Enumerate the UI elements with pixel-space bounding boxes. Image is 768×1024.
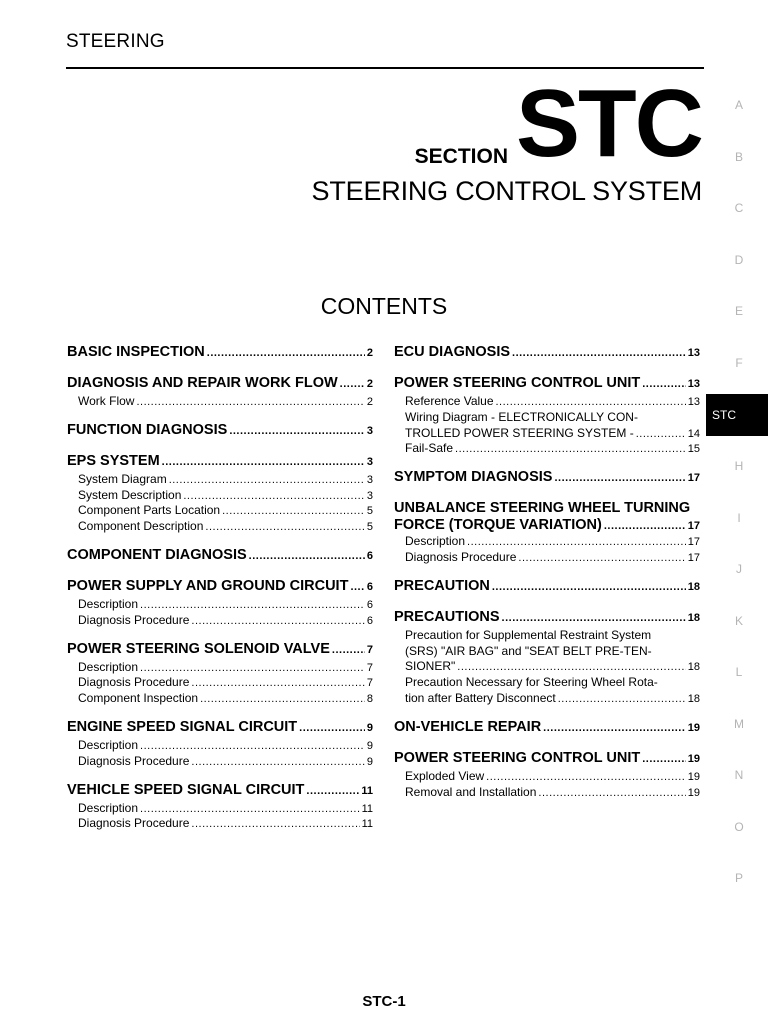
- toc-page-number: 18: [687, 580, 700, 593]
- header-rule: [66, 67, 704, 69]
- toc-leader-dots: [496, 396, 686, 408]
- toc-page-number: 17: [687, 551, 700, 564]
- toc-subentry[interactable]: [67, 613, 373, 629]
- toc-leader-dots: [455, 443, 686, 455]
- toc-entry-label: Component Inspection: [78, 691, 199, 706]
- toc-page-number: 17: [687, 520, 700, 533]
- toc-entry-label: POWER STEERING CONTROL UNIT: [394, 749, 641, 766]
- toc-subentry[interactable]: [67, 816, 373, 832]
- section-subtitle: STEERING CONTROL SYSTEM: [311, 176, 702, 206]
- toc-subentry[interactable]: [394, 691, 700, 707]
- toc-subentry[interactable]: [67, 394, 373, 410]
- toc-subentry[interactable]: [67, 675, 373, 691]
- toc-leader-dots: [518, 552, 685, 564]
- toc-page-number: 3: [366, 489, 373, 502]
- toc-page-number: 18: [687, 661, 700, 674]
- toc-page-number: 13: [687, 347, 700, 359]
- toc-entry-label: POWER STEERING CONTROL UNIT: [394, 375, 641, 391]
- toc-entry-label: Diagnosis Procedure: [78, 675, 190, 690]
- side-tab-k[interactable]: K: [734, 613, 743, 628]
- toc-leader-dots: [350, 581, 364, 593]
- toc-page-number: 11: [361, 818, 373, 831]
- toc-page-number: 2: [366, 347, 373, 359]
- toc-entry-label: EPS SYSTEM: [67, 452, 160, 469]
- toc-page-number: 2: [366, 396, 373, 408]
- toc-entry-label: Diagnosis Procedure: [78, 612, 190, 627]
- toc-entry-label: SIONER": [405, 659, 456, 674]
- toc-entry[interactable]: [67, 375, 373, 394]
- toc-entry-label: ECU DIAGNOSIS: [394, 344, 511, 360]
- toc-leader-dots: [249, 550, 365, 562]
- toc-subentry[interactable]: [394, 550, 700, 566]
- toc-entry-label: Component Parts Location: [78, 503, 221, 518]
- toc-leader-dots: [636, 428, 686, 440]
- toc-leader-dots: [140, 803, 360, 815]
- toc-right-column: [394, 344, 700, 800]
- toc-leader-dots: [140, 662, 365, 674]
- toc-entry[interactable]: [67, 344, 373, 363]
- toc-page-number: 17: [687, 536, 700, 549]
- toc-entry[interactable]: [394, 609, 700, 628]
- toc-subentry[interactable]: [67, 472, 373, 488]
- toc-page-number: 9: [366, 721, 373, 734]
- toc-leader-dots: [191, 818, 359, 830]
- toc-entry-label: Diagnosis Procedure: [78, 816, 190, 831]
- toc-entry-label: DIAGNOSIS AND REPAIR WORK FLOW: [67, 375, 338, 391]
- toc-entry-label: Diagnosis Procedure: [405, 549, 517, 564]
- toc-entry-label: Component Description: [78, 519, 204, 534]
- toc-entry-label: Removal and Installation: [405, 784, 537, 799]
- toc-page-number: 7: [366, 677, 373, 690]
- toc-page-number: 3: [366, 473, 373, 486]
- toc-entry-label: Description: [78, 800, 139, 815]
- toc-leader-dots: [502, 612, 686, 624]
- toc-leader-dots: [191, 756, 364, 768]
- toc-page-number: 3: [366, 424, 373, 437]
- toc-entry-label: UNBALANCE STEERING WHEEL TURNING: [394, 500, 691, 517]
- toc-subentry: [394, 675, 700, 691]
- side-tab-l[interactable]: L: [735, 665, 743, 679]
- toc-page-number: 15: [687, 443, 700, 456]
- page-number: STC-1: [362, 993, 406, 1010]
- toc-entry-label: Exploded View: [405, 768, 485, 783]
- toc-entry-label: System Description: [78, 487, 182, 502]
- toc-page-number: 6: [366, 580, 373, 593]
- toc-leader-dots: [486, 771, 686, 783]
- section-code: STC: [516, 70, 702, 177]
- toc-subentry: [394, 410, 700, 426]
- toc-subentry[interactable]: [67, 503, 373, 519]
- side-tab-j[interactable]: J: [736, 562, 742, 576]
- toc-entry[interactable]: [67, 422, 373, 441]
- toc-page-number: 6: [366, 598, 373, 611]
- toc-entry-label: TROLLED POWER STEERING SYSTEM -: [405, 425, 634, 440]
- toc-entry[interactable]: [394, 719, 700, 738]
- toc-entry-label: PRECAUTION: [394, 577, 490, 594]
- toc-entry-label: COMPONENT DIAGNOSIS: [67, 546, 247, 563]
- side-tab-e[interactable]: E: [734, 304, 743, 318]
- side-tab-d[interactable]: D: [734, 252, 744, 267]
- toc-entry-label: Work Flow: [78, 394, 135, 408]
- toc-leader-dots: [140, 740, 365, 752]
- toc-left-column: [67, 344, 373, 832]
- toc-page-number: 6: [366, 614, 373, 627]
- toc-leader-dots: [467, 536, 686, 548]
- toc-entry-label: Diagnosis Procedure: [78, 753, 190, 768]
- toc-entry-label: Description: [78, 596, 139, 611]
- toc-subentry: [394, 644, 700, 660]
- toc-entry[interactable]: [394, 578, 700, 597]
- toc-page-number: 19: [687, 721, 700, 734]
- toc-leader-dots: [340, 378, 365, 390]
- toc-subentry[interactable]: [67, 801, 373, 817]
- toc-subentry[interactable]: [394, 394, 700, 410]
- toc-leader-dots: [543, 722, 686, 734]
- side-tab-c[interactable]: C: [734, 201, 744, 215]
- toc-entry-label: PRECAUTIONS: [394, 608, 500, 625]
- toc-subentry[interactable]: [394, 769, 700, 785]
- toc-entry: [394, 500, 700, 517]
- toc-page-number: 11: [361, 802, 373, 815]
- toc-entry[interactable]: [67, 782, 373, 801]
- toc-leader-dots: [229, 425, 365, 437]
- toc-entry-label: BASIC INSPECTION: [67, 344, 205, 360]
- toc-page-number: 6: [366, 549, 373, 562]
- toc-leader-dots: [136, 396, 364, 408]
- toc-leader-dots: [538, 787, 685, 799]
- toc-page-number: 8: [366, 693, 373, 706]
- toc-page-number: 19: [687, 770, 700, 783]
- toc-entry-label: Precaution for Supplemental Restraint System: [405, 627, 652, 642]
- toc-page-number: 14: [687, 427, 700, 440]
- toc-leader-dots: [457, 661, 685, 673]
- toc-entry-label: FORCE (TORQUE VARIATION): [394, 517, 602, 534]
- toc-entry-label: SYMPTOM DIAGNOSIS: [394, 469, 553, 486]
- toc-page-number: 2: [366, 378, 373, 390]
- toc-leader-dots: [306, 785, 359, 797]
- toc-entry-label: tion after Battery Disconnect: [405, 690, 556, 705]
- toc-page-number: 9: [366, 755, 373, 768]
- side-tab-i[interactable]: I: [737, 510, 741, 525]
- toc-leader-dots: [642, 753, 686, 765]
- toc-leader-dots: [205, 521, 364, 533]
- toc-leader-dots: [512, 347, 686, 359]
- toc-subentry: [394, 628, 700, 644]
- toc-entry-label: POWER SUPPLY AND GROUND CIRCUIT: [67, 577, 349, 594]
- toc-entry-label: FUNCTION DIAGNOSIS: [67, 421, 228, 438]
- side-tabs: [706, 80, 768, 905]
- toc-page-number: 3: [366, 455, 373, 468]
- toc-leader-dots: [492, 581, 686, 593]
- toc-page-number: 11: [361, 784, 373, 797]
- toc-page-number: 18: [687, 611, 700, 624]
- toc-entry-label: Reference Value: [405, 394, 494, 408]
- side-tab-m[interactable]: M: [734, 716, 744, 731]
- toc-entry[interactable]: [394, 469, 700, 488]
- toc-leader-dots: [332, 644, 365, 656]
- side-tab-f[interactable]: F: [735, 355, 743, 370]
- side-tab-o[interactable]: O: [734, 819, 744, 834]
- header-title: STEERING: [66, 31, 165, 52]
- toc-entry[interactable]: [67, 719, 373, 738]
- toc-page-number: 13: [687, 378, 700, 390]
- toc-leader-dots: [183, 490, 365, 502]
- toc-page-number: 13: [687, 396, 700, 408]
- toc-entry-label: (SRS) "AIR BAG" and "SEAT BELT PRE-TEN-: [405, 643, 652, 658]
- toc-entry-label: ENGINE SPEED SIGNAL CIRCUIT: [67, 718, 298, 735]
- toc-leader-dots: [191, 677, 364, 689]
- toc-leader-dots: [200, 693, 365, 705]
- toc-entry[interactable]: [67, 641, 373, 660]
- toc-entry-label: System Diagram: [78, 471, 167, 486]
- toc-subentry[interactable]: [394, 441, 700, 457]
- toc-leader-dots: [207, 347, 365, 359]
- toc-leader-dots: [604, 520, 686, 532]
- side-tab-h[interactable]: H: [734, 459, 744, 473]
- toc-subentry[interactable]: [394, 785, 700, 801]
- contents-title: CONTENTS: [320, 293, 448, 319]
- side-tab-a[interactable]: A: [734, 98, 743, 112]
- toc-entry-label: ON-VEHICLE REPAIR: [394, 718, 542, 735]
- toc-entry[interactable]: [394, 375, 700, 394]
- toc-entry-label: Description: [78, 659, 139, 674]
- toc-page-number: 7: [366, 661, 373, 674]
- toc-entry[interactable]: [394, 517, 700, 534]
- toc-page-number: 19: [687, 786, 700, 799]
- toc-page-number: 18: [687, 692, 700, 705]
- toc-entry-label: Wiring Diagram - ELECTRONICALLY CON-: [405, 409, 638, 424]
- toc-page-number: 7: [366, 643, 373, 656]
- toc-subentry[interactable]: [67, 738, 373, 754]
- toc-entry[interactable]: [67, 578, 373, 597]
- toc-entry-label: VEHICLE SPEED SIGNAL CIRCUIT: [67, 781, 305, 798]
- toc-entry[interactable]: [394, 750, 700, 769]
- toc-leader-dots: [169, 474, 365, 486]
- toc-entry-label: Precaution Necessary for Steering Wheel Rota-: [405, 675, 658, 690]
- toc-leader-dots: [554, 472, 685, 484]
- toc-subentry[interactable]: [394, 534, 700, 550]
- toc-subentry[interactable]: [67, 597, 373, 613]
- toc-page-number: 9: [366, 739, 373, 752]
- toc-subentry[interactable]: [67, 519, 373, 535]
- toc-entry-label: POWER STEERING SOLENOID VALVE: [67, 640, 330, 657]
- toc-leader-dots: [642, 378, 686, 390]
- toc-entry-label: Description: [78, 737, 139, 752]
- toc-page-number: 19: [687, 752, 700, 765]
- toc-leader-dots: [558, 693, 686, 705]
- side-tab-stc[interactable]: STC: [706, 394, 768, 436]
- toc-leader-dots: [191, 615, 364, 627]
- side-tab-n[interactable]: N: [734, 768, 744, 782]
- toc-subentry[interactable]: [67, 660, 373, 676]
- side-tab-b[interactable]: B: [734, 149, 743, 164]
- section-word: SECTION: [414, 145, 508, 168]
- toc-subentry[interactable]: [394, 426, 700, 442]
- toc-leader-dots: [222, 505, 365, 517]
- toc-entry[interactable]: [394, 344, 700, 363]
- toc-page-number: 5: [366, 521, 373, 534]
- toc-page-number: 17: [687, 472, 700, 485]
- toc-entry[interactable]: [67, 453, 373, 472]
- toc-leader-dots: [299, 722, 365, 734]
- toc-leader-dots: [162, 456, 365, 468]
- toc-subentry[interactable]: [67, 691, 373, 707]
- toc-subentry[interactable]: [67, 754, 373, 770]
- toc-subentry[interactable]: [67, 488, 373, 504]
- toc-page-number: 5: [366, 505, 373, 518]
- toc-leader-dots: [140, 599, 365, 611]
- toc-entry-label: Description: [405, 534, 466, 549]
- toc-subentry[interactable]: [394, 659, 700, 675]
- toc-entry-label: Fail-Safe: [405, 441, 454, 456]
- side-tab-p[interactable]: P: [734, 871, 743, 885]
- toc-entry[interactable]: [67, 547, 373, 566]
